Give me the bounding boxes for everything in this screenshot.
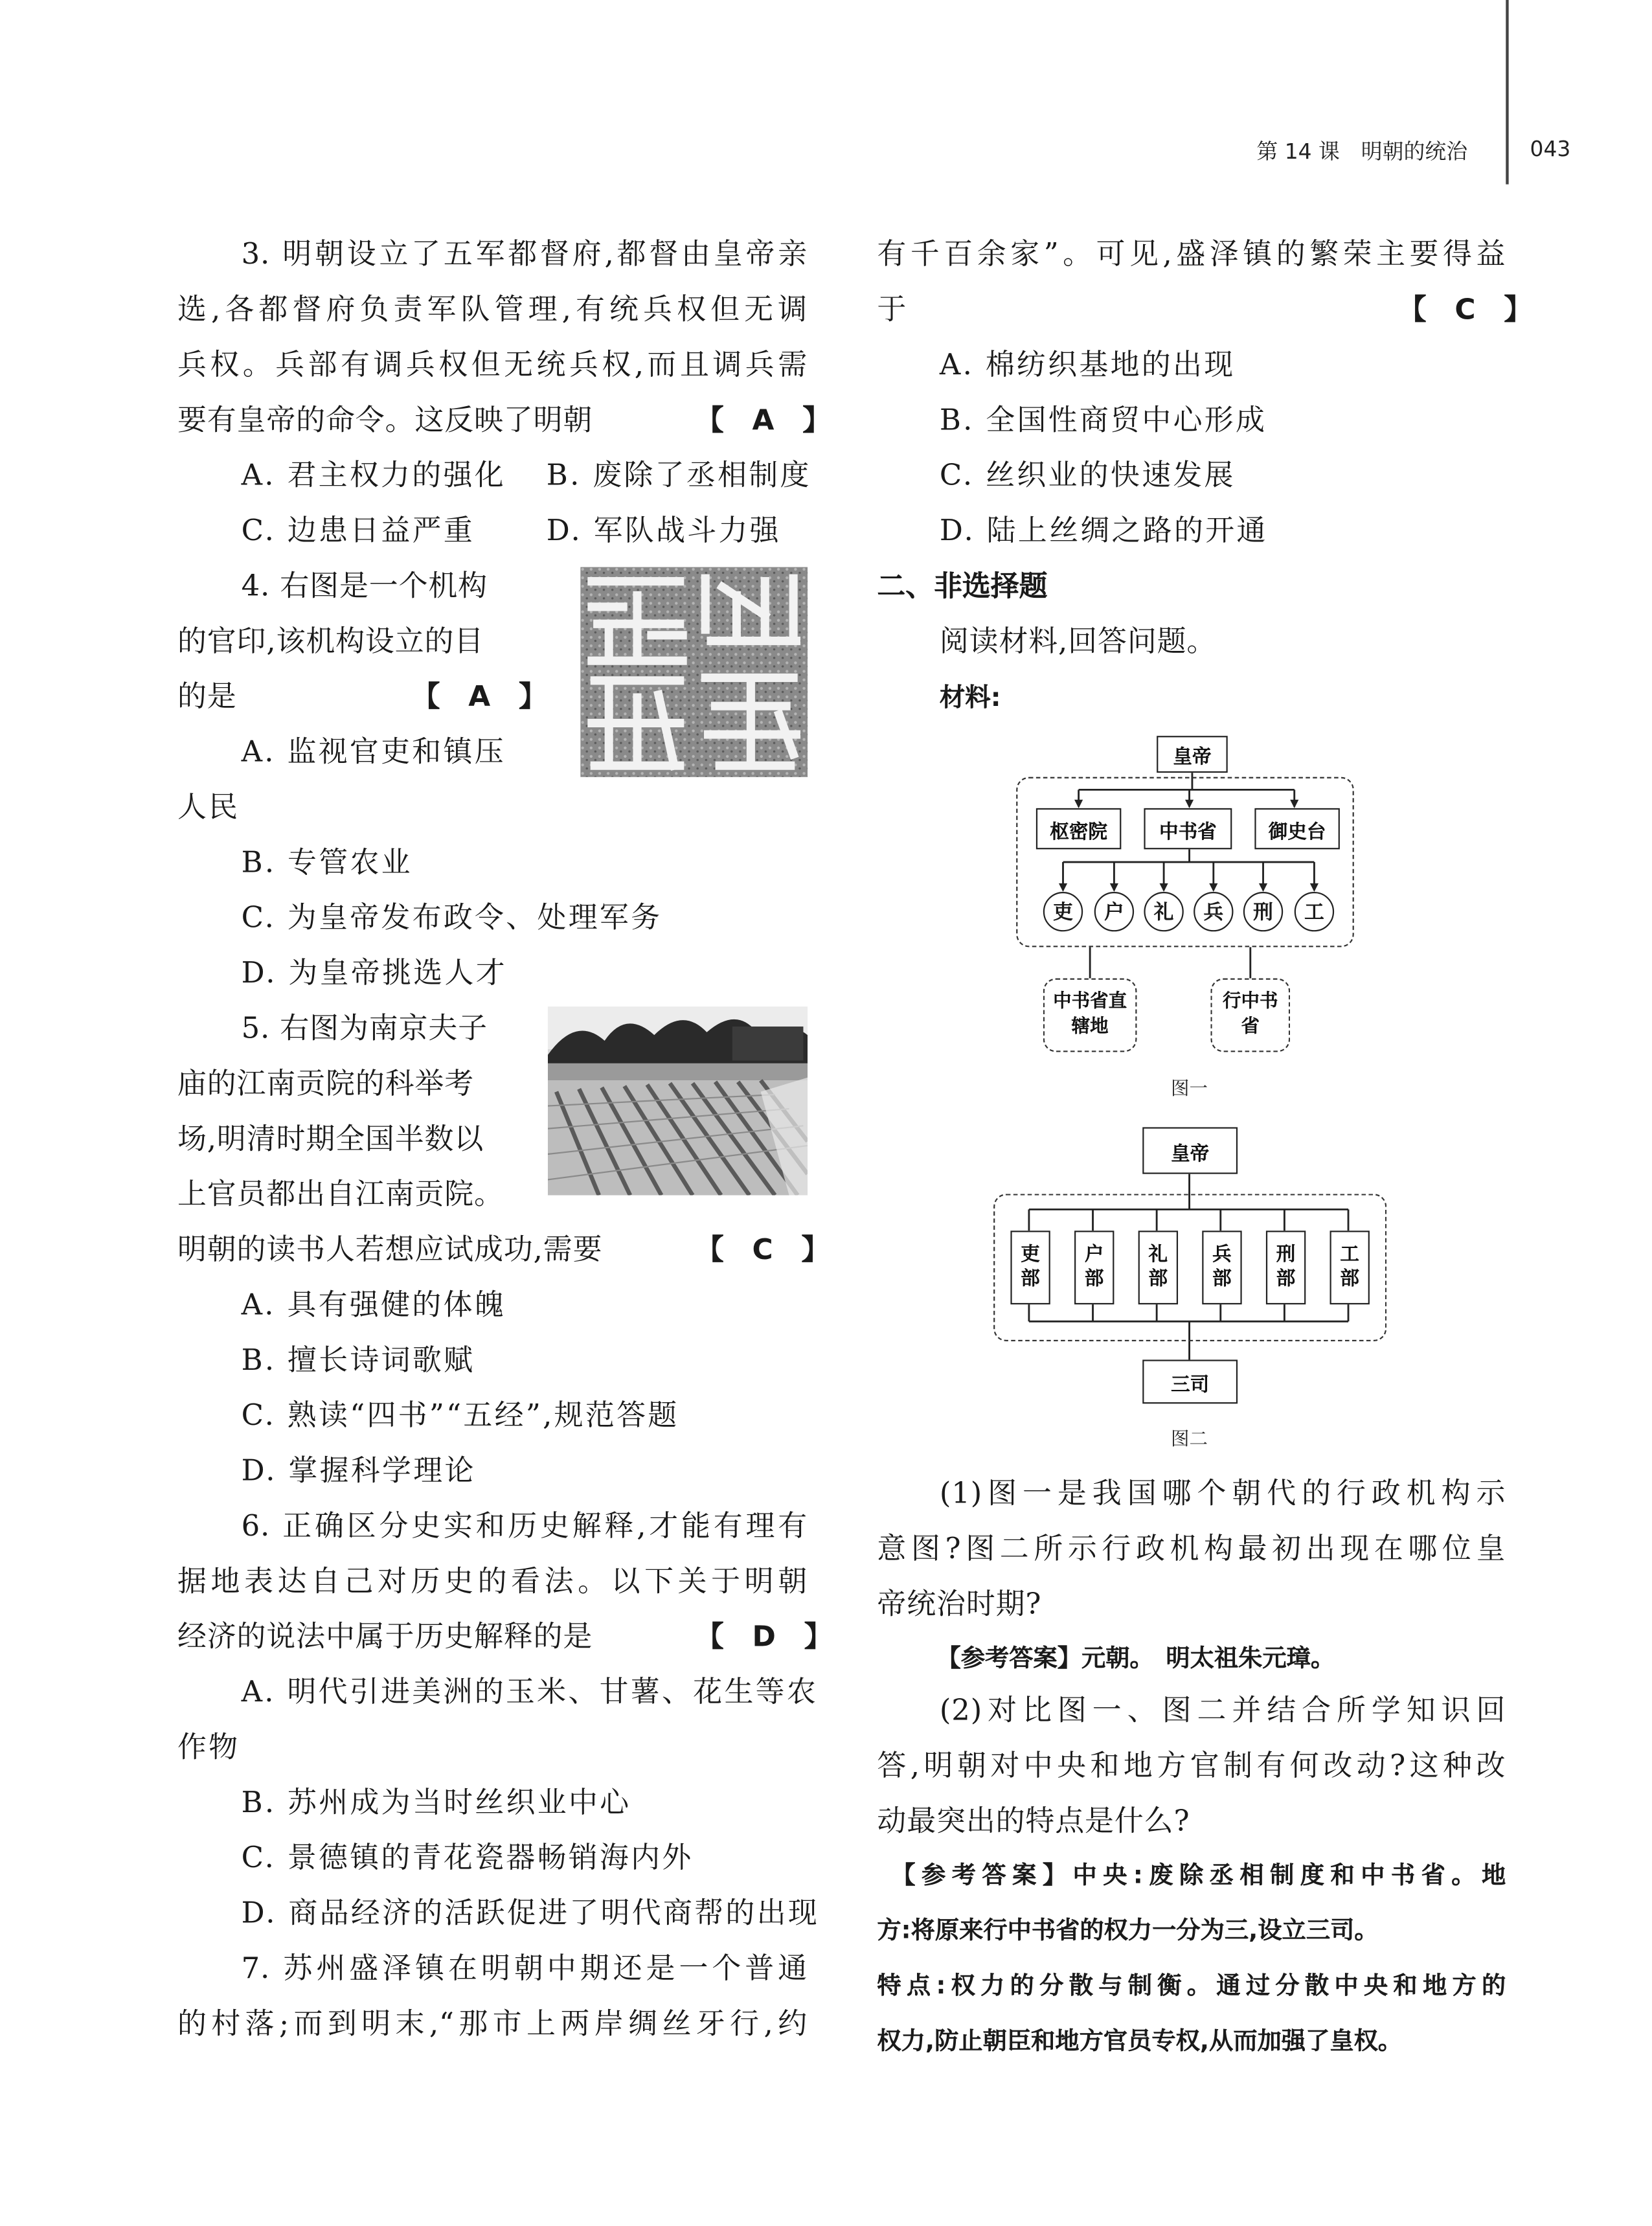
reference-answer: 【参考答案】元朝。 明太祖朱元璋。 xyxy=(936,1644,1335,1674)
q3-line: 选,各都督府负责军队管理,有统兵权但无调 xyxy=(177,291,808,326)
fig2-ministry-box xyxy=(1010,1231,1050,1304)
fig1-ministry-circle: 吏 xyxy=(1043,892,1083,931)
option: C. 景德镇的青花瓷器畅销海内外 xyxy=(241,1840,694,1875)
reference-answer: 方:将原来行中书省的权力一分为三,设立三司。 xyxy=(877,1916,1379,1946)
fig1-ministry-circle: 礼 xyxy=(1144,892,1183,931)
option: A. 具有强健的体魄 xyxy=(241,1287,506,1322)
option: B. 废除了丞相制度 xyxy=(546,458,811,492)
figure-2-caption: 图二 xyxy=(1171,1429,1208,1451)
sub2-line: (2)对比图一、图二并结合所学知识回 xyxy=(939,1692,1506,1727)
fig2-ministry-label: 吏部 xyxy=(1021,1243,1040,1291)
reference-answer: 特点:权力的分散与制衡。通过分散中央和地方的 xyxy=(877,1972,1506,2001)
option: 作物 xyxy=(177,1729,240,1764)
section-title: 二、非选择题 xyxy=(877,568,1048,603)
option: B. 全国性商贸中心形成 xyxy=(939,402,1267,437)
q3-line: 兵权。兵部有调兵权但无统兵权,而且调兵需 xyxy=(177,347,808,381)
fig2-ministry-box xyxy=(1138,1231,1178,1304)
q4-line: 的是 xyxy=(177,679,237,714)
reference-answer: 权力,防止朝臣和地方官员专权,从而加强了皇权。 xyxy=(877,2027,1403,2056)
q7-line: 有千百余家”。可见,盛泽镇的繁荣主要得益 xyxy=(877,236,1506,271)
material-label: 材料: xyxy=(939,683,1001,714)
page-number: 043 xyxy=(1530,136,1571,162)
option: B. 专管农业 xyxy=(241,845,413,880)
sub1-line: (1)图一是我国哪个朝代的行政机构示 xyxy=(939,1475,1506,1510)
option: C. 为皇帝发布政令、处理军务 xyxy=(241,900,662,935)
reference-answer: 【参考答案】中央:废除丞相制度和中书省。地 xyxy=(891,1861,1506,1891)
option: C. 丝织业的快速发展 xyxy=(939,458,1236,492)
fig1-emperor-box: 皇帝 xyxy=(1157,736,1228,773)
option: D. 为皇帝挑选人才 xyxy=(241,955,507,990)
q6-line: 据地表达自己对历史的看法。以下关于明朝 xyxy=(177,1563,808,1598)
fig2-ministry-box xyxy=(1330,1231,1370,1304)
fig2-ministry-box xyxy=(1202,1231,1241,1304)
option: D. 掌握科学理论 xyxy=(241,1453,476,1488)
instruction: 阅读材料,回答问题。 xyxy=(939,624,1217,658)
sub1-line: 帝统治时期? xyxy=(877,1586,1042,1621)
sub2-line: 答,明朝对中央和地方官制有何改动?这种改 xyxy=(877,1748,1506,1782)
fig2-ministry-label: 礼部 xyxy=(1148,1243,1168,1291)
q3-line: 3. 明朝设立了五军都督府,都督由皇帝亲 xyxy=(241,236,808,271)
q7-line: 7. 苏州盛泽镇在明朝中期还是一个普通 xyxy=(241,1951,808,1985)
fig1-box: 枢密院 xyxy=(1036,808,1121,849)
q6-answer: 【 D 】 xyxy=(695,1619,833,1653)
sub2-line: 动最突出的特点是什么? xyxy=(877,1803,1190,1838)
q5-line: 5. 右图为南京夫子 xyxy=(241,1010,488,1045)
fig2-emperor-box: 皇帝 xyxy=(1142,1127,1238,1174)
fig2-ministry-label: 工部 xyxy=(1340,1243,1360,1291)
option: 人民 xyxy=(177,789,240,824)
q7-line: 的村落;而到明末,“那市上两岸绸丝牙行,约 xyxy=(177,2006,808,2041)
option: A. 君主权力的强化 xyxy=(241,458,506,492)
q4-line: 4. 右图是一个机构 xyxy=(241,568,488,603)
option: B. 擅长诗词歌赋 xyxy=(241,1343,475,1377)
fig1-local-right: 行中书省 xyxy=(1221,987,1280,1044)
q7-answer: 【 C 】 xyxy=(1397,291,1533,326)
option: D. 军队战斗力强 xyxy=(546,513,781,548)
fig1-ministry-circle: 刑 xyxy=(1243,892,1283,931)
q6-line: 经济的说法中属于历史解释的是 xyxy=(177,1619,593,1653)
q4-line: 的官印,该机构设立的目 xyxy=(177,624,484,658)
fig1-local-left: 中书省直辖地 xyxy=(1052,987,1128,1044)
q5-line: 明朝的读书人若想应试成功,需要 xyxy=(177,1232,603,1266)
lesson-title: 第 14 课 明朝的统治 xyxy=(1256,139,1468,165)
option: B. 苏州成为当时丝织业中心 xyxy=(241,1785,631,1819)
fig1-ministry-circle: 工 xyxy=(1295,892,1334,931)
figure-1-caption: 图一 xyxy=(1171,1078,1208,1100)
fig2-sansi-box: 三司 xyxy=(1142,1359,1238,1403)
option: D. 商品经济的活跃促进了明代商帮的出现 xyxy=(241,1895,820,1930)
q5-line: 上官员都出自江南贡院。 xyxy=(177,1177,504,1211)
fig2-ministry-box xyxy=(1074,1231,1114,1304)
q6-line: 6. 正确区分史实和历史解释,才能有理有 xyxy=(241,1508,808,1543)
fig1-ministry-circle: 户 xyxy=(1094,892,1134,931)
fig2-ministry-label: 兵部 xyxy=(1212,1243,1232,1291)
fig2-ministry-label: 户部 xyxy=(1084,1243,1104,1291)
fig2-central-dashed-frame xyxy=(993,1194,1386,1341)
option: D. 陆上丝绸之路的开通 xyxy=(939,513,1268,548)
fig1-box: 中书省 xyxy=(1144,808,1232,849)
option: A. 棉纺织基地的出现 xyxy=(939,347,1236,381)
option: C. 边患日益严重 xyxy=(241,513,475,548)
fig1-box: 御史台 xyxy=(1254,808,1339,849)
sub1-line: 意图?图二所示行政机构最初出现在哪位皇 xyxy=(877,1531,1506,1565)
fig2-ministry-box xyxy=(1266,1231,1306,1304)
fig2-ministry-label: 刑部 xyxy=(1276,1243,1296,1291)
q7-line: 于 xyxy=(877,291,907,326)
option: C. 熟读“四书”“五经”,规范答题 xyxy=(241,1398,679,1433)
q4-answer: 【 A 】 xyxy=(411,679,547,714)
option: A. 明代引进美洲的玉米、甘薯、花生等农 xyxy=(241,1674,819,1709)
q5-line: 庙的江南贡院的科举考 xyxy=(177,1066,474,1100)
q5-line: 场,明清时期全国半数以 xyxy=(177,1121,484,1156)
option: A. 监视官吏和镇压 xyxy=(241,734,506,769)
fig1-ministry-circle: 兵 xyxy=(1194,892,1233,931)
q5-answer: 【 C 】 xyxy=(695,1232,830,1266)
q3-answer: 【 A 】 xyxy=(695,402,832,437)
q3-line: 要有皇帝的命令。这反映了明朝 xyxy=(177,402,593,437)
